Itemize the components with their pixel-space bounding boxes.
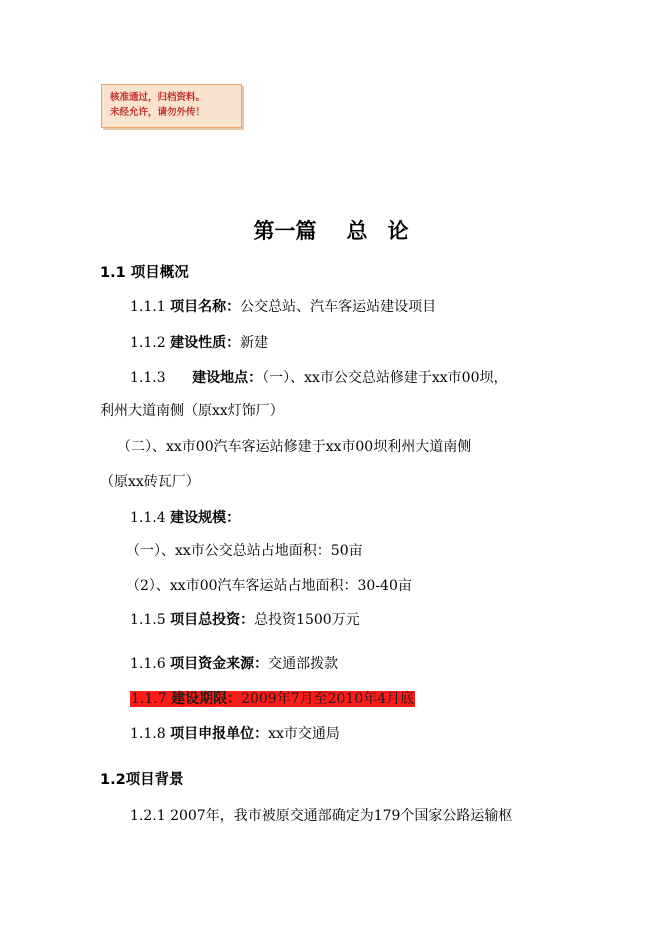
chapter-title-part3: 论 — [387, 218, 409, 243]
item-value: xx市交通局 — [268, 726, 340, 742]
item-1-1-3-site-2-continued: （原xx砖瓦厂） — [100, 474, 200, 490]
item-value: （一）、xx市公交总站修建于xx市00坝， — [262, 370, 508, 386]
item-label: 建设地点： — [192, 370, 263, 386]
chapter-title-part1: 第一篇 — [253, 218, 317, 243]
item-number: 1.1.4 — [130, 510, 166, 526]
item-label: 项目总投资： — [170, 612, 255, 628]
item-label: 项目名称： — [170, 299, 241, 315]
item-1-1-5 — [130, 610, 360, 630]
chapter-title — [0, 215, 662, 245]
item-1-1-2 — [130, 333, 268, 353]
section-heading-1-2: 1.2项目背景 — [100, 772, 184, 788]
item-label: 项目资金来源： — [170, 656, 269, 672]
item-1-1-3-site-2: （二）、xx市00汽车客运站修建于xx市00坝利州大道南侧 — [117, 439, 472, 455]
item-1-1-4 — [130, 508, 240, 528]
item-value: 交通部拨款 — [268, 656, 339, 672]
item-label: 建设规模： — [170, 510, 241, 526]
item-number: 1.1.1 — [130, 299, 166, 315]
item-1-1-1 — [130, 297, 436, 317]
approval-stamp — [101, 84, 242, 128]
item-number: 1.1.6 — [130, 656, 166, 672]
item-number: 1.1.2 — [130, 335, 166, 351]
item-label: 建设期限： — [171, 691, 242, 707]
item-1-1-6 — [130, 654, 338, 674]
item-1-1-4-b: （2）、xx市00汽车客运站占地面积：30-40亩 — [126, 578, 412, 594]
item-1-1-7-highlight — [130, 691, 415, 707]
item-number: 1.1.3 — [130, 370, 166, 386]
item-1-1-7 — [130, 689, 415, 709]
item-1-1-3 — [130, 368, 507, 388]
stamp-line-2: 未经允许，请勿外传！ — [110, 107, 206, 118]
item-label: 建设性质： — [170, 335, 241, 351]
item-number: 1.1.7 — [131, 691, 167, 707]
item-1-2-1 — [130, 806, 512, 826]
item-value: 公交总站、汽车客运站建设项目 — [240, 299, 437, 315]
item-1-1-8 — [130, 724, 340, 744]
item-label: 项目申报单位： — [170, 726, 269, 742]
item-value: 2007年，我市被原交通部确定为179个国家公路运输枢 — [170, 808, 513, 824]
item-number: 1.2.1 — [130, 808, 166, 824]
item-1-1-4-a: （一）、xx市公交总站占地面积：50亩 — [126, 543, 363, 559]
item-number: 1.1.8 — [130, 726, 166, 742]
item-value: 2009年7月至2010年4月底 — [241, 691, 415, 707]
item-value: 新建 — [240, 335, 269, 351]
stamp-line-1: 核准通过，归档资料。 — [110, 92, 206, 103]
section-heading-1-1: 1.1 项目概况 — [100, 265, 189, 281]
item-number: 1.1.5 — [130, 612, 166, 628]
chapter-title-part2: 总 — [346, 218, 368, 243]
item-1-1-3-continued: 利州大道南侧（原xx灯饰厂） — [100, 403, 284, 419]
item-value: 总投资1500万元 — [254, 612, 360, 628]
